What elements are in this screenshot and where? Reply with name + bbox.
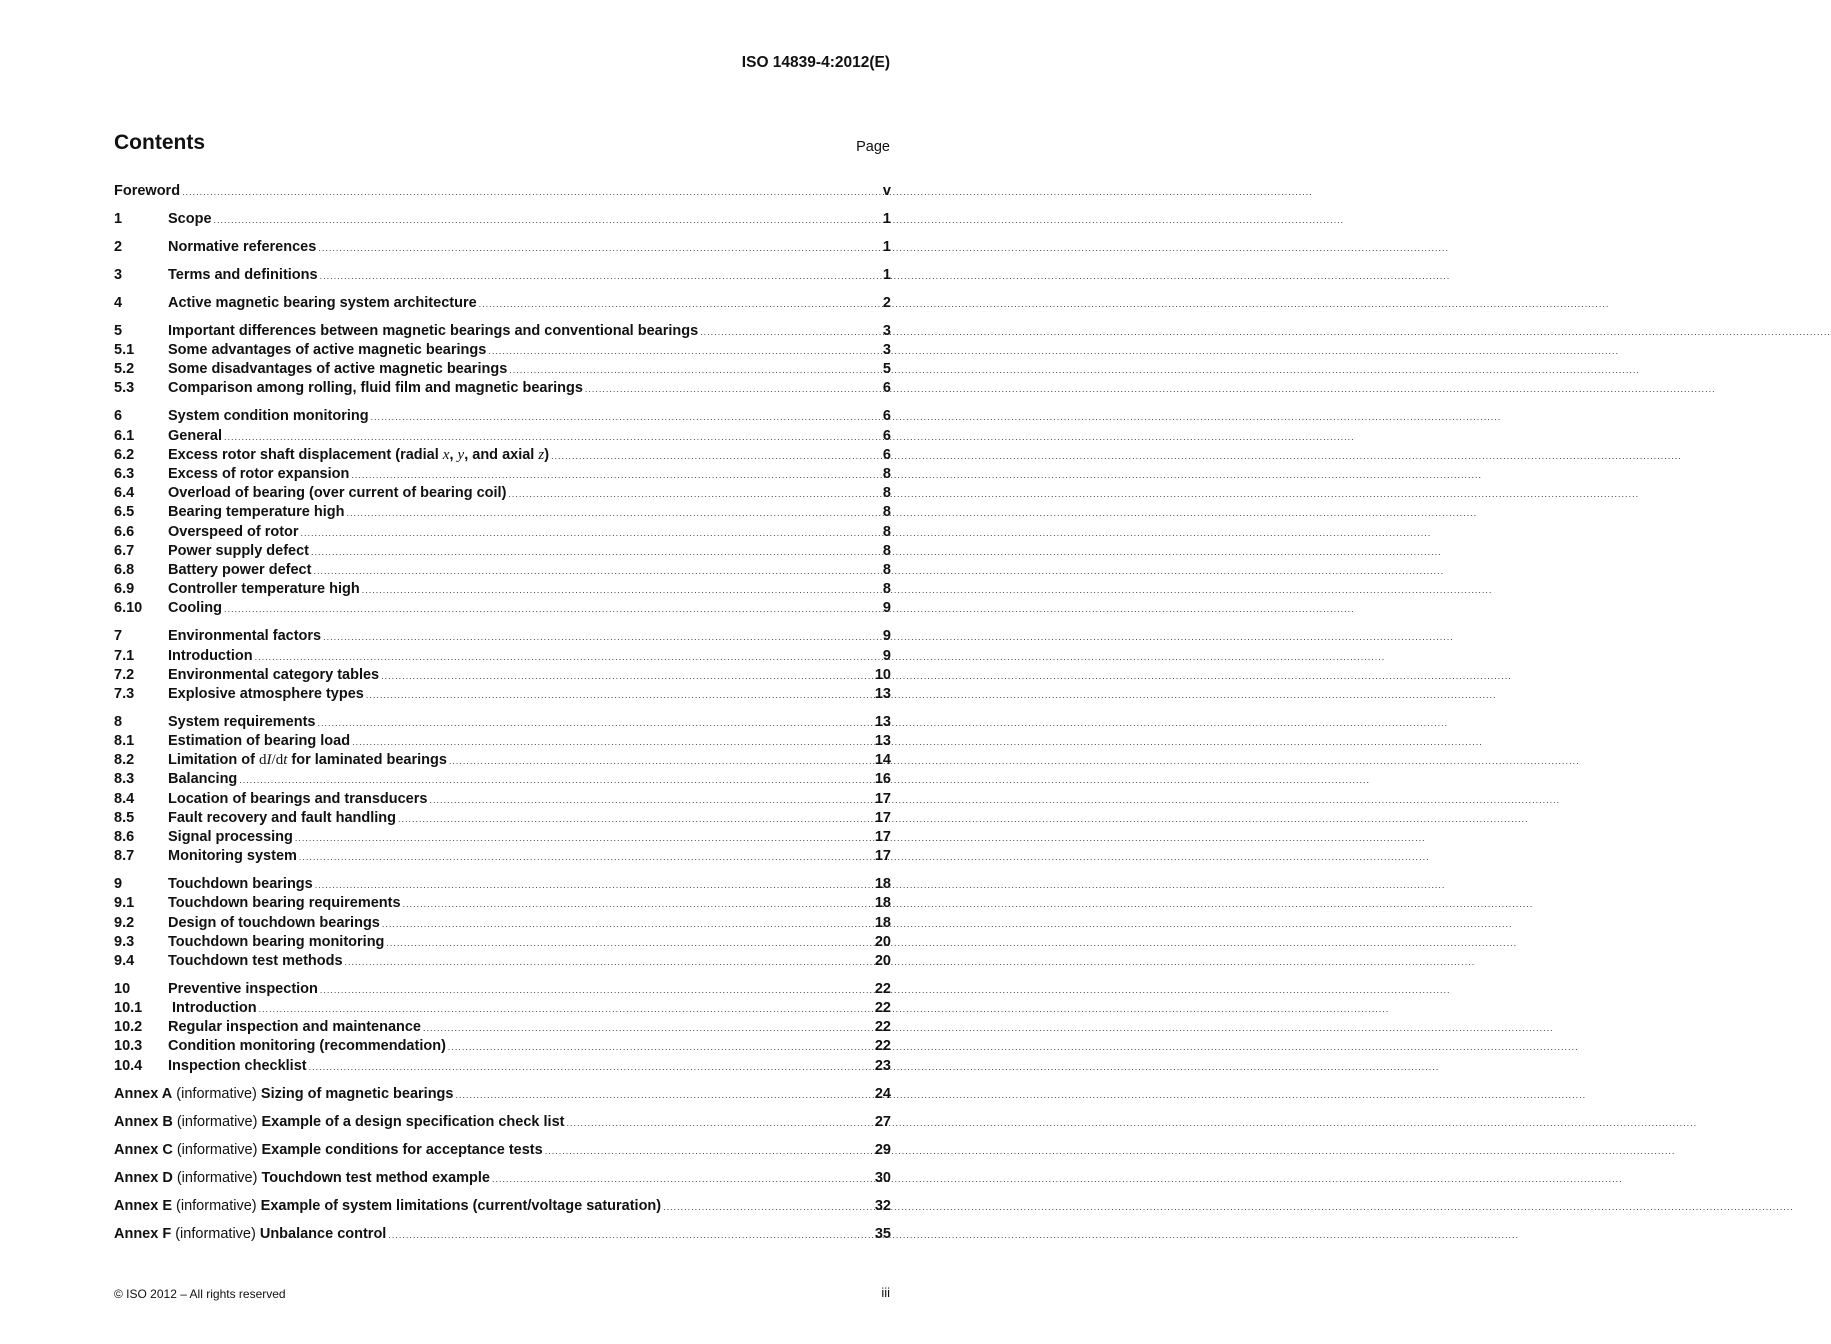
dot-leader [551,451,881,461]
toc-number: 5.3 [114,380,135,397]
toc-number: 8.2 [114,752,135,769]
toc-title: Signal processing [168,829,293,845]
dot-leader [386,938,872,948]
toc-entry[interactable] [114,1000,891,1019]
annex-label: Annex D [114,1169,173,1186]
toc-title: Some disadvantages of active magnetic bearings [168,361,508,378]
toc-title: Environmental category tables [168,666,380,683]
toc-page: 22 [874,1000,891,1017]
toc-entry[interactable] [114,752,891,771]
annex-type: (informative) [171,1225,260,1242]
toc-title: Explosive atmosphere types [168,685,364,702]
toc-title: Touchdown bearing requirements [168,895,401,912]
toc-entry-annex[interactable] [114,1142,891,1161]
toc-entry[interactable] [114,600,891,619]
toc-number: 5.1 [114,342,135,359]
toc-page: 5 [882,361,891,378]
toc-number: 3 [114,266,123,283]
toc-title: Estimation of bearing load [168,733,351,750]
toc-entry[interactable] [114,524,891,543]
dot-leader [351,470,881,480]
dot-leader [259,1004,873,1014]
toc-number: 9.1 [114,895,135,912]
dot-leader [299,852,873,862]
dot-leader [352,737,873,747]
variable-i: I [266,752,272,769]
toc-page: 35 [874,1225,891,1242]
dot-leader [566,1118,872,1128]
annex-title: Example conditions for acceptance tests [261,1141,543,1158]
toc-entry[interactable] [114,408,891,427]
toc-page: 18 [874,895,891,912]
dot-leader [255,652,881,662]
toc-page: 9 [882,600,891,617]
toc-page: 24 [874,1085,891,1102]
toc-title: Terms and definitions [168,266,318,283]
annex-title: Example of system limitations (current/voltage saturation) [260,1197,662,1214]
toc-page: 17 [874,809,891,826]
toc-number: 7.3 [114,685,135,702]
toc-page: 3 [882,322,891,339]
dot-leader [366,690,873,700]
toc-entry[interactable] [114,810,891,829]
toc-title: Monitoring system [168,848,297,865]
toc-entry[interactable] [114,380,891,399]
toc-title: Overload of bearing (over current of bearing coil) [168,485,507,502]
toc-title [114,1226,386,1242]
toc-page: 6 [882,380,891,397]
toc-entry[interactable] [114,562,891,581]
toc-title: System condition monitoring [168,408,369,425]
annex-type: (informative) [172,1141,262,1158]
toc-number: 6.10 [114,600,143,617]
dot-leader [239,775,873,785]
toc-number: 6.7 [114,542,135,559]
dot-leader [455,1090,872,1100]
dot-leader [309,1062,873,1072]
dot-leader [388,1230,873,1240]
toc-entry[interactable] [114,485,891,504]
toc-page: 29 [874,1141,891,1158]
toc-number: 10.3 [114,1038,143,1055]
toc-page: 16 [874,771,891,788]
toc-entry[interactable] [114,428,891,447]
toc-entry[interactable] [114,323,891,342]
dot-leader [509,365,881,375]
toc-number: 9.4 [114,952,135,969]
toc-entry-annex[interactable] [114,1198,891,1217]
toc-number: 6.2 [114,446,135,463]
toc-page: 6 [882,408,891,425]
toc-number: 10.1 [114,1000,143,1017]
toc-number: 6.5 [114,504,135,521]
dot-leader [318,243,881,253]
toc-page: 22 [874,1038,891,1055]
toc-entry[interactable] [114,791,891,810]
toc-title: Excess of rotor expansion [168,466,350,483]
dot-leader [403,899,873,909]
toc-number: 7.1 [114,647,135,664]
toc-title: Overspeed of rotor [168,523,299,540]
toc-entry[interactable] [114,953,891,972]
toc-page: 20 [874,952,891,969]
variable-z: z [538,446,545,463]
toc-page: 9 [882,628,891,645]
toc-entry[interactable] [114,915,891,934]
title-part: , [449,446,458,463]
toc-title: Foreword [114,183,181,199]
toc-title [114,1086,453,1102]
title-part: for laminated bearings [287,752,447,769]
contents-title: Contents [114,131,205,154]
toc-entry[interactable] [114,686,891,705]
toc-entry[interactable] [114,295,891,314]
toc-title: Balancing [168,771,238,788]
toc-number: 7.2 [114,666,135,683]
toc-page: 17 [874,848,891,865]
slash: / [271,752,276,769]
toc-entry-annex[interactable] [114,1170,891,1189]
annex-label: Annex E [114,1197,173,1214]
table-of-contents [114,183,891,1245]
toc-page: 17 [874,829,891,845]
toc-number: 4 [114,294,123,311]
toc-title: Preventive inspection [168,980,318,997]
toc-entry[interactable] [114,829,891,848]
toc-entry[interactable] [114,1019,891,1038]
toc-title [114,1170,490,1186]
dot-leader [423,1023,873,1033]
toc-page: 8 [882,523,891,540]
toc-entry-annex[interactable] [114,1086,891,1105]
toc-title: Touchdown bearing monitoring [168,933,385,950]
toc-title: Comparison among rolling, fluid film and magnetic bearings [168,380,583,397]
toc-title: System requirements [168,713,316,730]
dot-leader [479,299,881,309]
toc-page: 8 [882,542,891,559]
toc-title [114,1142,543,1158]
toc-entry[interactable] [114,733,891,752]
toc-page: 8 [882,504,891,521]
toc-entry[interactable] [114,239,891,258]
toc-number: 6.6 [114,523,135,540]
toc-entry[interactable] [114,211,891,230]
dot-leader [585,384,881,394]
toc-page: 1 [882,266,891,283]
toc-number: 5.2 [114,361,135,378]
toc-title [168,752,447,769]
toc-title: Location of bearings and transducers [168,790,428,807]
toc-page: 20 [874,933,891,950]
toc-title: Bearing temperature high [168,504,345,521]
dot-leader [663,1202,873,1212]
variable-y: y [457,446,465,463]
annex-label: Annex A [114,1085,173,1102]
toc-number: 2 [114,238,123,255]
dot-leader [449,756,873,766]
toc-page: 6 [882,446,891,463]
toc-entry[interactable] [114,466,891,485]
toc-number: 6.4 [114,485,135,502]
toc-title: Active magnetic bearing system architecture [168,294,477,311]
toc-page: 23 [874,1057,891,1074]
toc-page: 13 [874,713,891,730]
dot-leader [382,919,873,929]
annex-type: (informative) [172,1169,262,1186]
toc-number: 10.4 [114,1057,143,1074]
dot-leader [320,985,873,995]
toc-title [114,1114,564,1130]
dot-leader [448,1042,873,1052]
toc-entry[interactable] [114,581,891,600]
dot-leader [492,1174,873,1184]
toc-page: 14 [874,752,891,769]
toc-entry[interactable] [114,1038,891,1057]
dot-leader [182,187,881,197]
toc-title: Scope [168,210,212,227]
toc-title: Fault recovery and fault handling [168,809,397,826]
document-id: ISO 14839-4:2012(E) [741,54,890,71]
toc-page: 32 [874,1197,891,1214]
toc-number: 6.9 [114,581,135,598]
toc-number: 10 [114,980,131,997]
toc-entry[interactable] [114,628,891,647]
toc-title: Inspection checklist [168,1057,307,1074]
toc-entry-annex[interactable] [114,1226,891,1245]
dot-leader [346,508,880,518]
toc-number: 8.3 [114,771,135,788]
toc-title: Battery power defect [168,561,312,578]
dot-leader [224,432,881,442]
dot-leader [371,412,881,422]
dot-leader [362,585,881,595]
toc-number: 9.3 [114,933,135,950]
annex-title: Example of a design specification check list [261,1113,565,1130]
toc-number: 8.7 [114,848,135,865]
page-column-label: Page [856,139,890,155]
toc-page: 18 [874,876,891,893]
differential-d: d [275,752,284,769]
dot-leader [214,215,881,225]
toc-number: 10.2 [114,1019,143,1036]
toc-entry[interactable] [114,361,891,380]
toc-number: 8.4 [114,790,135,807]
toc-number: 8.6 [114,829,135,845]
toc-number: 7 [114,628,123,645]
toc-entry[interactable] [114,934,891,953]
dot-leader [317,718,872,728]
toc-title: Condition monitoring (recommendation) [168,1038,446,1055]
toc-number: 6.1 [114,427,135,444]
toc-title: Regular inspection and maintenance [168,1019,421,1036]
toc-title [168,447,549,464]
annex-title: Touchdown test method example [261,1169,490,1186]
variable-t: t [283,752,288,769]
dot-leader [301,528,881,538]
toc-title: Cooling [168,600,222,617]
differential-d: d [259,752,267,769]
toc-entry[interactable] [114,504,891,523]
toc-entry[interactable] [114,667,891,686]
toc-page: 2 [882,294,891,311]
toc-entry[interactable] [114,714,891,733]
dot-leader [488,346,881,356]
toc-page: 8 [882,581,891,598]
toc-entry[interactable] [114,1058,891,1077]
toc-number: 8.1 [114,733,135,750]
toc-title: Introduction [168,647,253,664]
toc-title: Power supply defect [168,542,310,559]
dot-leader [224,604,881,614]
dot-leader [315,880,873,890]
toc-page: 1 [882,238,891,255]
annex-title: Sizing of magnetic bearings [260,1085,454,1102]
toc-page: 1 [882,210,891,227]
toc-title: Normative references [168,238,317,255]
toc-entry-annex[interactable] [114,1114,891,1133]
title-part: , and axial [464,446,539,463]
toc-title: Important differences between magnetic bearings and conventional bearings [168,322,699,339]
toc-entry[interactable] [114,895,891,914]
dot-leader [508,489,881,499]
toc-number: 9 [114,876,123,893]
toc-page: 30 [874,1169,891,1186]
dot-leader [313,566,880,576]
toc-page: 27 [874,1113,891,1130]
toc-page: 13 [874,685,891,702]
dot-leader [311,547,881,557]
toc-number: 8 [114,713,123,730]
toc-title: Design of touchdown bearings [168,914,380,931]
toc-page: v [882,183,891,199]
toc-page: 13 [874,733,891,750]
toc-entry[interactable] [114,267,891,286]
page-number: iii [881,1285,890,1300]
annex-label: Annex C [114,1141,173,1158]
dot-leader [545,1146,873,1156]
dot-leader [398,814,873,824]
toc-entry[interactable] [114,876,891,895]
annex-type: (informative) [172,1113,262,1130]
toc-number: 5 [114,322,123,339]
dot-leader [295,833,873,843]
dot-leader [429,795,872,805]
toc-page: 10 [874,666,891,683]
toc-number: 6.3 [114,466,135,483]
toc-entry-foreword[interactable] [114,183,891,202]
variable-x: x [442,446,450,463]
toc-entry[interactable] [114,447,891,466]
toc-page: 22 [874,1019,891,1036]
toc-page: 18 [874,914,891,931]
title-part: Excess rotor shaft displacement (radial [168,446,443,463]
dot-leader [700,327,881,337]
toc-entry[interactable] [114,848,891,867]
toc-title: Environmental factors [168,628,322,645]
annex-label: Annex F [114,1225,172,1242]
toc-number: 6 [114,408,123,425]
toc-number: 9.2 [114,914,135,931]
toc-title: Controller temperature high [168,581,360,598]
title-part: ) [544,446,550,463]
dot-leader [381,671,873,681]
toc-title: Some advantages of active magnetic bearings [168,342,487,359]
dot-leader [345,957,873,967]
toc-page: 8 [882,485,891,502]
annex-type: (informative) [172,1085,261,1102]
toc-page: 22 [874,980,891,997]
title-part: Limitation of [168,752,260,769]
toc-title: Introduction [168,1000,257,1017]
toc-entry[interactable] [114,342,891,361]
dot-leader [320,271,881,281]
toc-entry[interactable] [114,981,891,1000]
toc-title [114,1198,661,1214]
toc-number: 1 [114,210,123,227]
annex-label: Annex B [114,1113,173,1130]
toc-entry[interactable] [114,543,891,562]
toc-page: 9 [882,647,891,664]
toc-number: 8.5 [114,809,135,826]
toc-title: Touchdown test methods [168,952,343,969]
toc-entry[interactable] [114,648,891,667]
copyright-notice: © ISO 2012 – All rights reserved [114,1287,286,1301]
toc-entry[interactable] [114,771,891,790]
toc-page: 6 [882,427,891,444]
annex-title: Unbalance control [259,1225,387,1242]
annex-type: (informative) [172,1197,261,1214]
toc-page: 3 [882,342,891,359]
toc-page: 17 [874,790,891,807]
dot-leader [323,632,881,642]
toc-title: Touchdown bearings [168,876,313,893]
toc-number: 6.8 [114,561,135,578]
toc-page: 8 [882,561,891,578]
toc-page: 8 [882,466,891,483]
toc-title: General [168,427,222,444]
